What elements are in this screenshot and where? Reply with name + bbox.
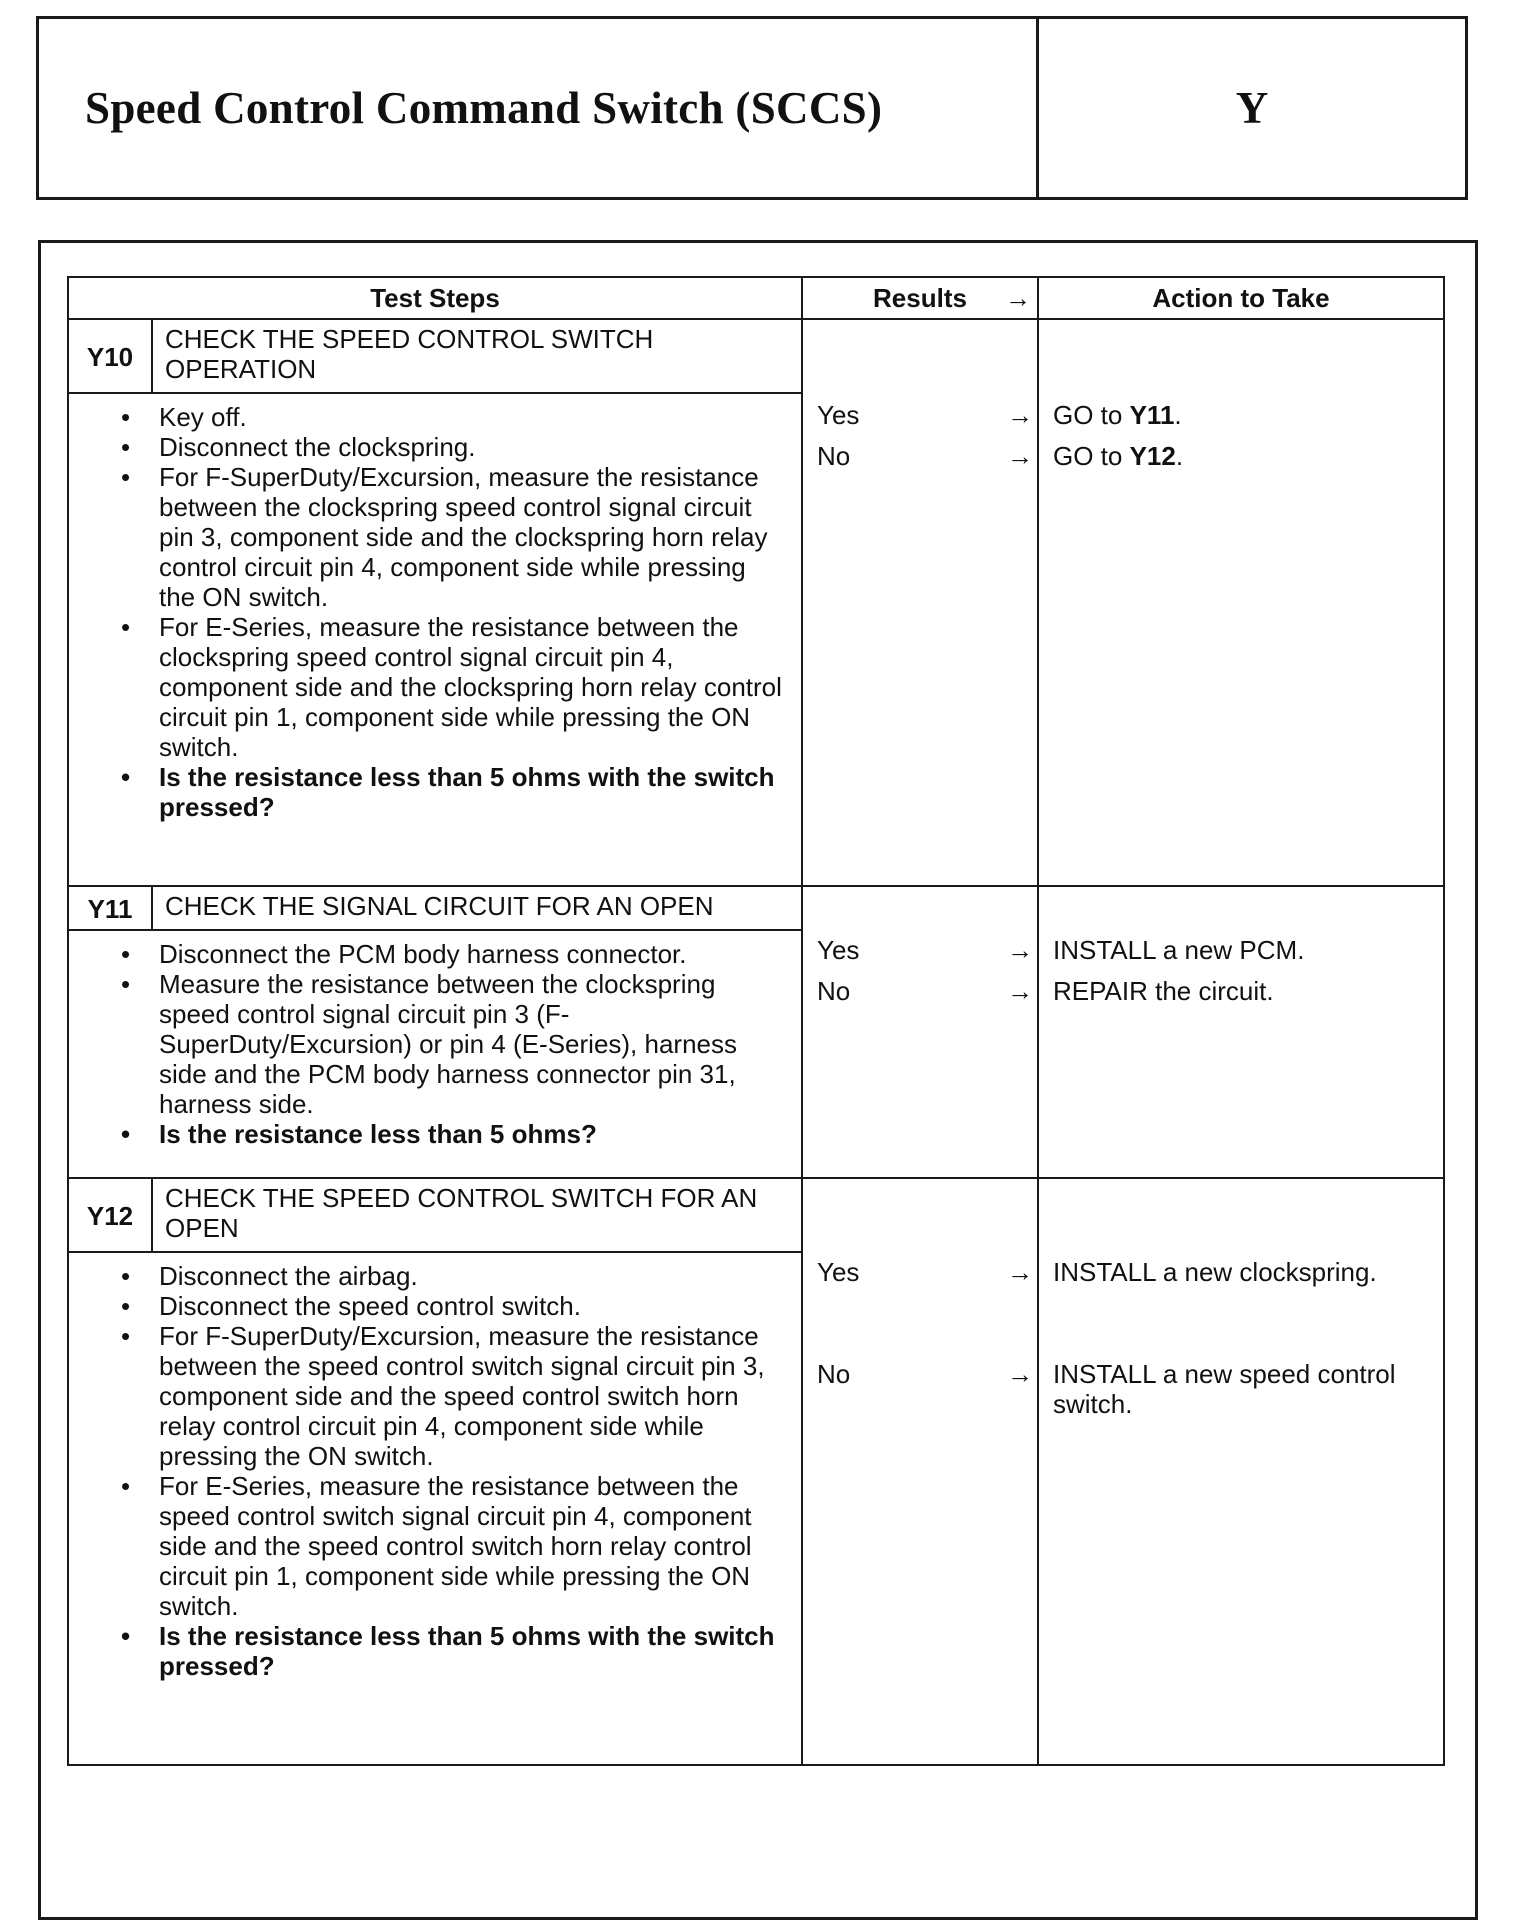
- action-install-clockspring: INSTALL a new clockspring.: [1053, 1257, 1377, 1287]
- list-item: • For E-Series, measure the resistance between the speed control switch signal circuit pin 4, component side and the speed control switch horn relay control circuit pin 1, component side while pressing the ON switch.: [159, 1471, 789, 1621]
- step-question: • Is the resistance less than 5 ohms with the switch pressed?: [159, 762, 789, 822]
- step-id: Y11: [68, 886, 152, 930]
- header-results: [802, 277, 1038, 319]
- results-cell: [802, 886, 1038, 1178]
- list-item: • For F-SuperDuty/Excursion, measure the resistance between the speed control switch signal circuit pin 3, component side and the speed control switch horn relay control circuit pin 4, component side while pressing the ON switch.: [159, 1321, 789, 1471]
- header-results-label: Results: [873, 283, 967, 313]
- step-instructions: [68, 930, 802, 1178]
- section-letter: Y: [1235, 83, 1269, 133]
- pinpoint-test-table: [67, 276, 1445, 1766]
- step-question: • Is the resistance less than 5 ohms?: [159, 1119, 789, 1149]
- step-id: Y10: [68, 319, 152, 393]
- result-yes: Yes →: [817, 400, 1033, 430]
- step-title-row-y12: [68, 1178, 1444, 1252]
- result-yes: Yes →: [817, 935, 1033, 965]
- action-repair-circuit: REPAIR the circuit.: [1053, 976, 1274, 1006]
- results-cell: [802, 1178, 1038, 1765]
- result-no: No →: [817, 441, 1033, 471]
- result-no: No →: [817, 1359, 1033, 1389]
- arrow-right-icon: →: [1007, 1359, 1033, 1389]
- action-install-pcm: INSTALL a new PCM.: [1053, 935, 1305, 965]
- list-item: • Disconnect the airbag.: [159, 1261, 789, 1291]
- step-instructions: [68, 393, 802, 886]
- list-item: • For F-SuperDuty/Excursion, measure the resistance between the clockspring speed control signal circuit pin 3, component side and the clockspring horn relay control circuit pin 4, component side while pressing the ON switch.: [159, 462, 789, 612]
- action-goto-y11: GO to Y11.: [1053, 400, 1182, 430]
- step-title: CHECK THE SPEED CONTROL SWITCH FOR AN OPEN: [152, 1178, 802, 1252]
- header-action: Action to Take: [1038, 277, 1444, 319]
- step-id: Y12: [68, 1178, 152, 1252]
- arrow-right-icon: →: [1007, 441, 1033, 471]
- list-item: • Key off.: [159, 402, 789, 432]
- action-cell: [1038, 1178, 1444, 1765]
- step-title-row-y10: [68, 319, 1444, 393]
- step-title: CHECK THE SPEED CONTROL SWITCH OPERATION: [152, 319, 802, 393]
- results-cell: [802, 319, 1038, 886]
- header-test-steps: Test Steps: [68, 277, 802, 319]
- list-item: • For E-Series, measure the resistance between the clockspring speed control signal circuit pin 4, component side and the clockspring horn relay control circuit pin 1, component side while pressing the ON switch.: [159, 612, 789, 762]
- action-install-switch: INSTALL a new speed control switch.: [1053, 1359, 1396, 1419]
- arrow-right-icon: →: [1007, 976, 1033, 1006]
- arrow-right-icon: →: [1005, 283, 1031, 313]
- step-instructions: [68, 1252, 802, 1765]
- step-question: • Is the resistance less than 5 ohms with the switch pressed?: [159, 1621, 789, 1681]
- list-item: • Disconnect the clockspring.: [159, 432, 789, 462]
- step-title: CHECK THE SIGNAL CIRCUIT FOR AN OPEN: [152, 886, 802, 930]
- result-no: No →: [817, 976, 1033, 1006]
- action-cell: [1038, 886, 1444, 1178]
- step-title-row-y11: [68, 886, 1444, 930]
- arrow-right-icon: →: [1007, 400, 1033, 430]
- table-header-row: [68, 277, 1444, 319]
- list-item: • Disconnect the PCM body harness connector.: [159, 939, 789, 969]
- list-item: • Disconnect the speed control switch.: [159, 1291, 789, 1321]
- page-header: [36, 16, 1468, 200]
- page-title: Speed Control Command Switch (SCCS): [39, 19, 1039, 197]
- result-yes: Yes →: [817, 1257, 1033, 1287]
- arrow-right-icon: →: [1007, 935, 1033, 965]
- action-cell: [1038, 319, 1444, 886]
- list-item: • Measure the resistance between the clockspring speed control signal circuit pin 3 (F-SuperDuty/Excursion) or pin 4 (E-Series), harness side and the PCM body harness connector pin 31, harness side.: [159, 969, 789, 1119]
- action-goto-y12: GO to Y12.: [1053, 441, 1184, 471]
- arrow-right-icon: →: [1007, 1257, 1033, 1287]
